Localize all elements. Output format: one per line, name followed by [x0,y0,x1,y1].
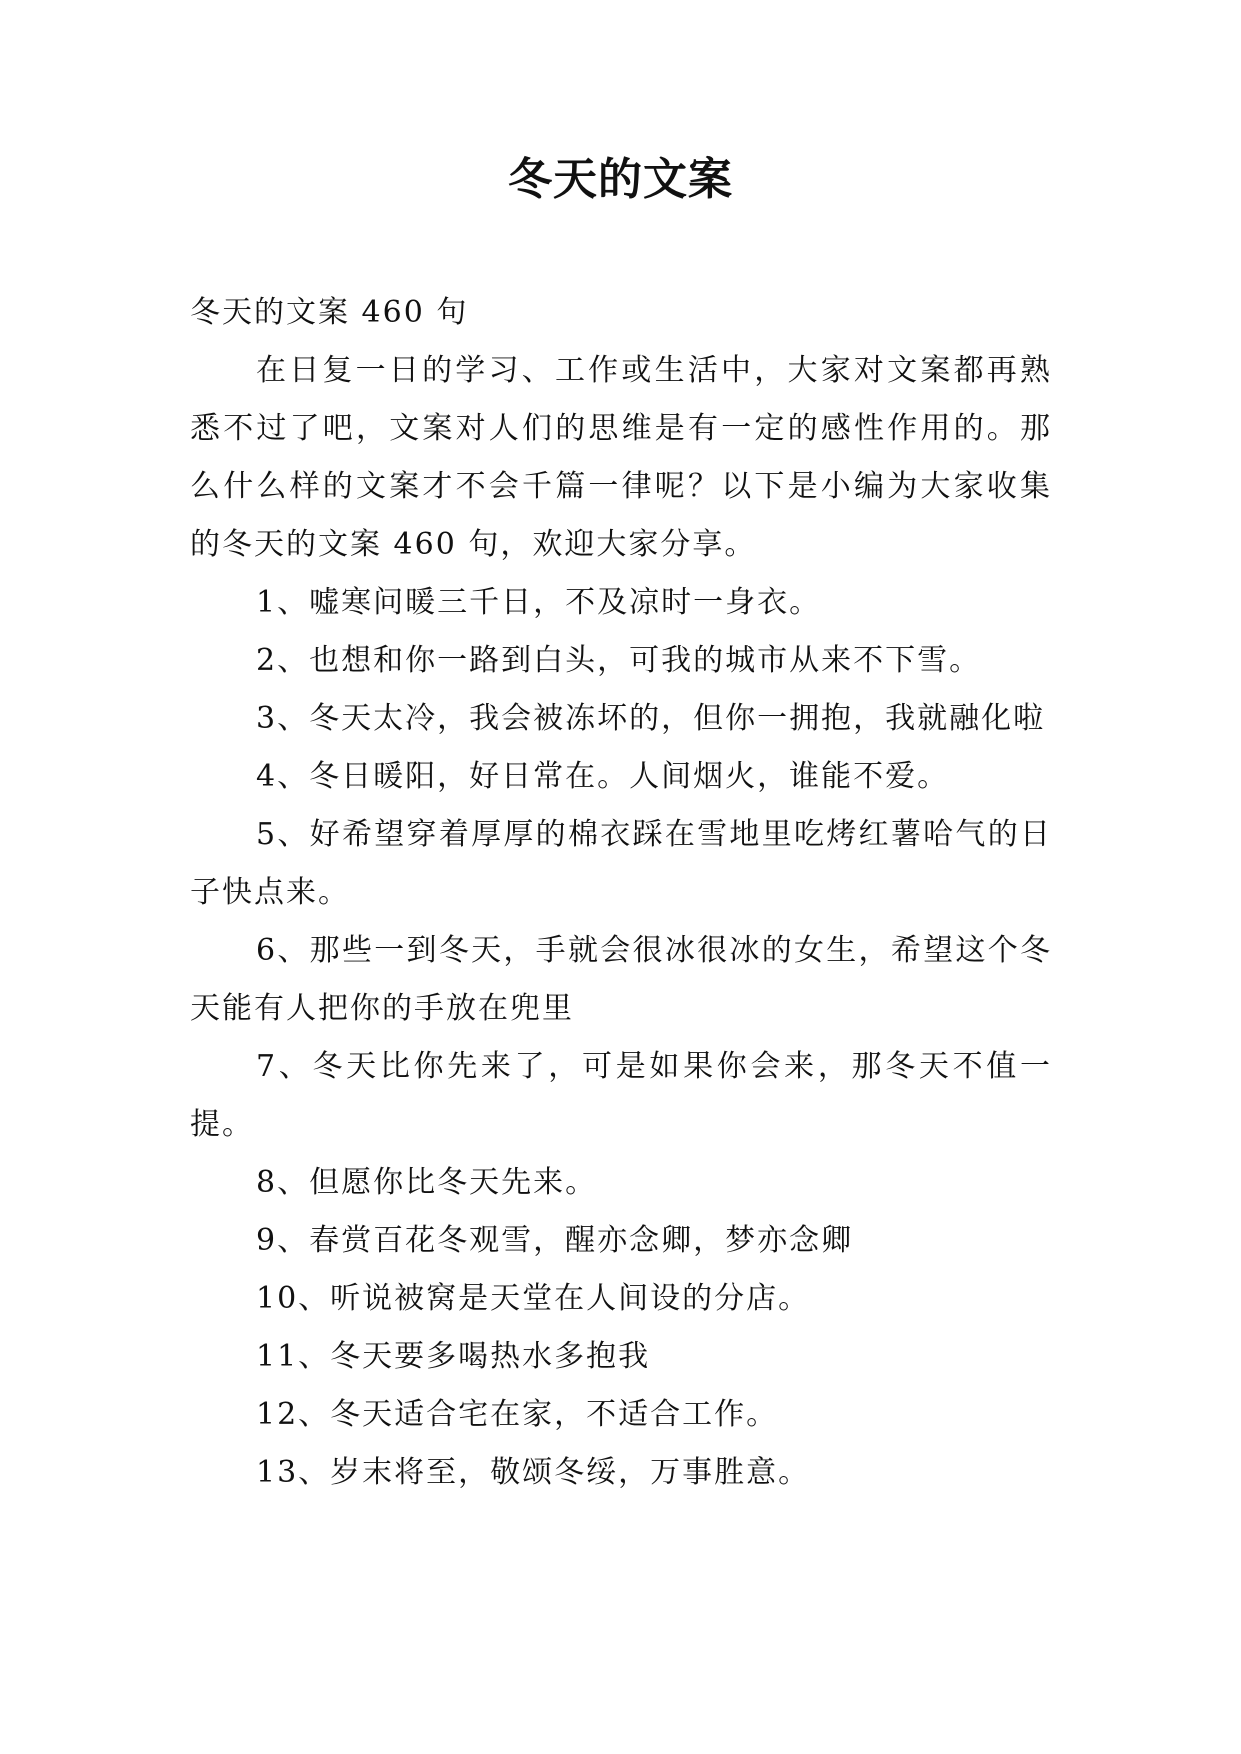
list-item: 6、那些一到冬天，手就会很冰很冰的女生，希望这个冬天能有人把你的手放在兜里 [190,933,1052,1026]
list-item: 4、冬日暖阳，好日常在。人间烟火，谁能不爱。 [256,759,950,794]
list-item: 3、冬天太冷，我会被冻坏的，但你一拥抱，我就融化啦 [256,701,1046,736]
list-item: 9、春赏百花冬观雪，醒亦念卿，梦亦念卿 [256,1223,854,1258]
list-item: 11、冬天要多喝热水多抱我 [256,1339,651,1374]
list-item: 2、也想和你一路到白头，可我的城市从来不下雪。 [256,643,982,678]
list-item: 13、岁末将至，敬颂冬绥，万事胜意。 [256,1455,811,1490]
document-body [190,284,1052,1502]
list-item: 12、冬天适合宅在家，不适合工作。 [256,1397,779,1432]
document-title: 冬天的文案 [508,154,733,205]
list-item: 1、嘘寒问暖三千日，不及凉时一身衣。 [256,585,822,620]
list-item: 10、听说被窝是天堂在人间设的分店。 [256,1281,811,1316]
list-item: 8、但愿你比冬天先来。 [256,1165,598,1200]
intro-paragraph: 在日复一日的学习、工作或生活中，大家对文案都再熟悉不过了吧，文案对人们的思维是有一定的感性作用的。那么什么样的文案才不会千篇一律呢？以下是小编为大家收集的冬天的文案 460 句，欢迎大家分享。 [190,353,1052,562]
document-subtitle: 冬天的文案 460 句 [190,295,469,330]
list-item: 5、好希望穿着厚厚的棉衣踩在雪地里吃烤红薯哈气的日子快点来。 [190,817,1052,910]
list-item: 7、冬天比你先来了，可是如果你会来，那冬天不值一提。 [190,1049,1052,1142]
